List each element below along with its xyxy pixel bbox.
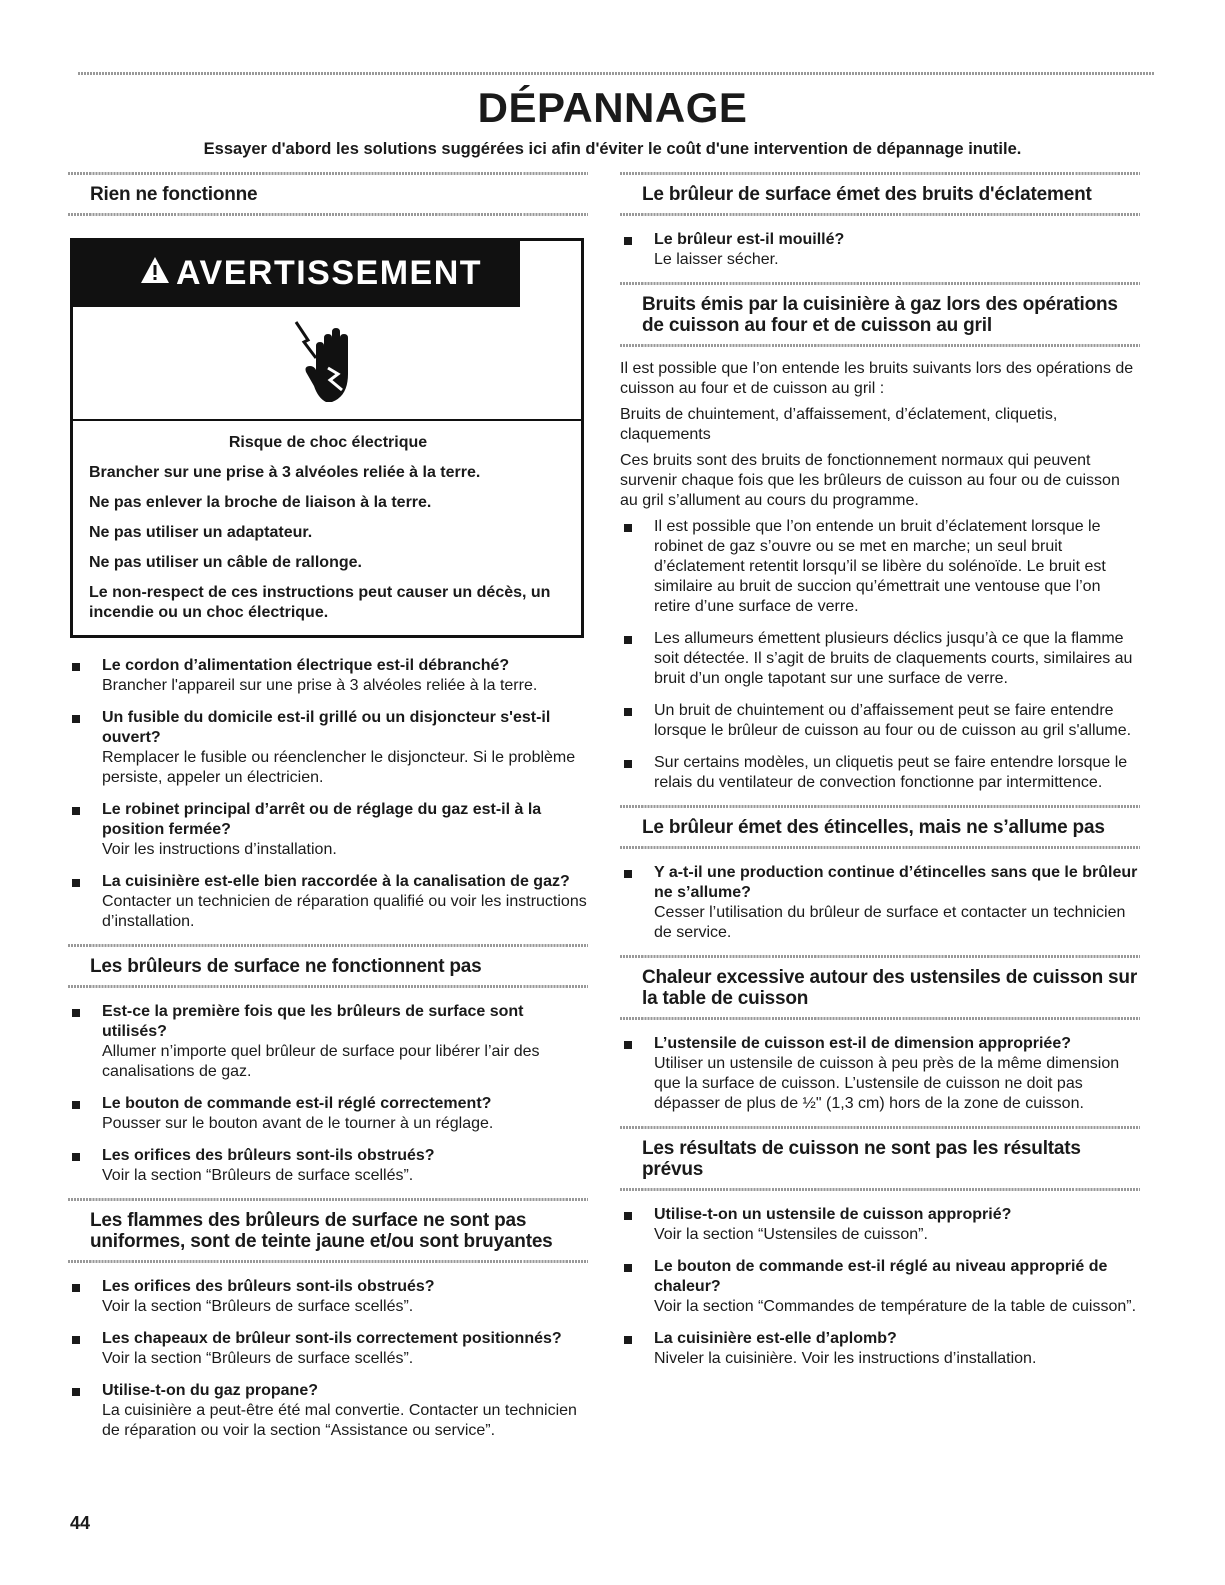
right-column — [620, 172, 1140, 1381]
warning-body — [73, 421, 581, 635]
left-column — [68, 172, 588, 1453]
list-item: Un bruit de chuintement ou d’affaissement peut se faire entendre lorsque le brûleur de cuisson au four ou de cuisson au gril s'allume. — [620, 701, 1140, 741]
page-number: 44 — [70, 1513, 91, 1533]
section-title: Le brûleur de surface émet des bruits d'éclatement — [642, 184, 1092, 205]
warning-heading-text: AVERTISSEMENT — [176, 254, 483, 292]
warning-caption: Risque de choc électrique — [228, 434, 428, 451]
list-item: Les allumeurs émettent plusieurs déclics jusqu’à ce que la flamme soit détectée. Il s’agit de bruits de claquements courts, similaires au bruit d’un ongle tapotant sur une surface de verre. — [620, 629, 1140, 689]
item-list — [620, 863, 1140, 943]
page-title: DÉPANNAGE — [477, 84, 748, 131]
item-list — [620, 517, 1140, 793]
warning-line: Ne pas utiliser un câble de rallonge. — [89, 554, 362, 571]
section-title: Bruits émis par la cuisinière à gaz lors des opérations de cuisson au four et de cuisson au gril — [642, 294, 1118, 336]
warning-box — [70, 238, 584, 638]
paragraph: Bruits de chuintement, d’affaissement, d’éclatement, cliquetis, claquements — [620, 406, 1058, 443]
item-list — [620, 230, 1140, 270]
top-rule — [78, 72, 1155, 75]
list-item: Les orifices des brûleurs sont-ils obstrués? Voir la section “Brûleurs de surface scellés”. — [68, 1146, 588, 1186]
paragraph: Ces bruits sont des bruits de fonctionnement normaux qui peuvent survenir chaque fois que les brûleurs de cuisson au four ou de cuisson au gril s’allument au cours du programme. — [620, 452, 1120, 509]
list-item: Les orifices des brûleurs sont-ils obstrués? Voir la section “Brûleurs de surface scellés”. — [68, 1277, 588, 1317]
page-subtitle: Essayer d'abord les solutions suggérées ici afin d'éviter le coût d'une intervention de dépannage inutile. — [203, 140, 1022, 158]
list-item: Le cordon d’alimentation électrique est-il débranché? Brancher l'appareil sur une prise à 3 alvéoles reliée à la terre. — [68, 656, 588, 696]
list-item: Y a-t-il une production continue d’étincelles sans que le brûleur ne s’allume? Cesser l’utilisation du brûleur de surface et contacter un technicien de service. — [620, 863, 1140, 943]
item-list — [620, 1205, 1140, 1369]
item-list — [620, 1034, 1140, 1114]
section-title: Rien ne fonctionne — [90, 184, 258, 205]
list-item: Les chapeaux de brûleur sont-ils correctement positionnés? Voir la section “Brûleurs de surface scellés”. — [68, 1329, 588, 1369]
list-item: Est-ce la première fois que les brûleurs de surface sont utilisés? Allumer n’importe quel brûleur de surface pour libérer l’air des canalisations de gaz. — [68, 1002, 588, 1082]
warning-line: Ne pas enlever la broche de liaison à la terre. — [89, 494, 432, 511]
list-item: Utilise-t-on un ustensile de cuisson approprié? Voir la section “Ustensiles de cuisson”. — [620, 1205, 1140, 1245]
list-item: Un fusible du domicile est-il grillé ou un disjoncteur s'est-il ouvert? Remplacer le fusible ou réenclencher le disjoncteur. Si le problème persiste, appeler un électricien. — [68, 708, 588, 788]
section-title: Les résultats de cuisson ne sont pas les résultats prévus — [642, 1138, 1081, 1180]
warning-line: Ne pas utiliser un adaptateur. — [89, 524, 313, 541]
warning-triangle-icon — [140, 254, 170, 293]
list-item: La cuisinière est-elle bien raccordée à la canalisation de gaz? Contacter un technicien de réparation qualifié ou voir les instructions d’installation. — [68, 872, 588, 932]
list-item: L’ustensile de cuisson est-il de dimension appropriée? Utiliser un ustensile de cuisson à peu près de la même dimension que la surface de cuisson. L’ustensile de cuisson ne doit pas dépasser de plus de ½" (1,3 cm) hors de la zone de cuisson. — [620, 1034, 1140, 1114]
list-item: Sur certains modèles, un cliquetis peut se faire entendre lorsque le relais du ventilateur de convection fonctionne par intermittence. — [620, 753, 1140, 793]
list-item: Le robinet principal d’arrêt ou de réglage du gaz est-il à la position fermée? Voir les instructions d’installation. — [68, 800, 588, 860]
list-item: Le bouton de commande est-il réglé au niveau approprié de chaleur? Voir la section “Commandes de température de la table de cuisson”. — [620, 1257, 1140, 1317]
section-title: Le brûleur émet des étincelles, mais ne s’allume pas — [642, 817, 1105, 838]
list-item: Le bouton de commande est-il réglé correctement? Pousser sur le bouton avant de le tourner à un réglage. — [68, 1094, 588, 1134]
list-item: La cuisinière est-elle d’aplomb? Niveler la cuisinière. Voir les instructions d’installation. — [620, 1329, 1140, 1369]
item-list — [68, 1002, 588, 1186]
section-title: Chaleur excessive autour des ustensiles de cuisson sur la table de cuisson — [642, 967, 1138, 1009]
list-item: Le brûleur est-il mouillé? Le laisser sécher. — [620, 230, 1140, 270]
section-title: Les flammes des brûleurs de surface ne sont pas uniformes, sont de teinte jaune et/ou sont bruyantes — [90, 1210, 553, 1252]
list-item: Utilise-t-on du gaz propane? La cuisinière a peut-être été mal convertie. Contacter un technicien de réparation ou voir la section “Assistance ou service”. — [68, 1381, 588, 1441]
electrical-shock-hand-icon — [73, 307, 581, 421]
paragraph: Il est possible que l’on entende les bruits suivants lors des opérations de cuisson au four et de cuisson au gril : — [620, 360, 1134, 397]
item-list — [68, 656, 588, 932]
item-list — [68, 1277, 588, 1441]
section-title: Les brûleurs de surface ne fonctionnent pas — [90, 956, 482, 977]
warning-heading — [70, 238, 520, 307]
list-item: Il est possible que l’on entende un bruit d’éclatement lorsque le robinet de gaz s’ouvre ou se met en marche; un seul bruit d’éclatement retentit lorsqu’il se libère du solénoïde. Le bruit est similaire au bruit de succion qu’émettrait une ventouse que l’on retire d’une surface de verre. — [620, 517, 1140, 617]
warning-line: Brancher sur une prise à 3 alvéoles reliée à la terre. — [89, 464, 481, 481]
warning-line: Le non-respect de ces instructions peut causer un décès, un incendie ou un choc électrique. — [89, 584, 551, 621]
